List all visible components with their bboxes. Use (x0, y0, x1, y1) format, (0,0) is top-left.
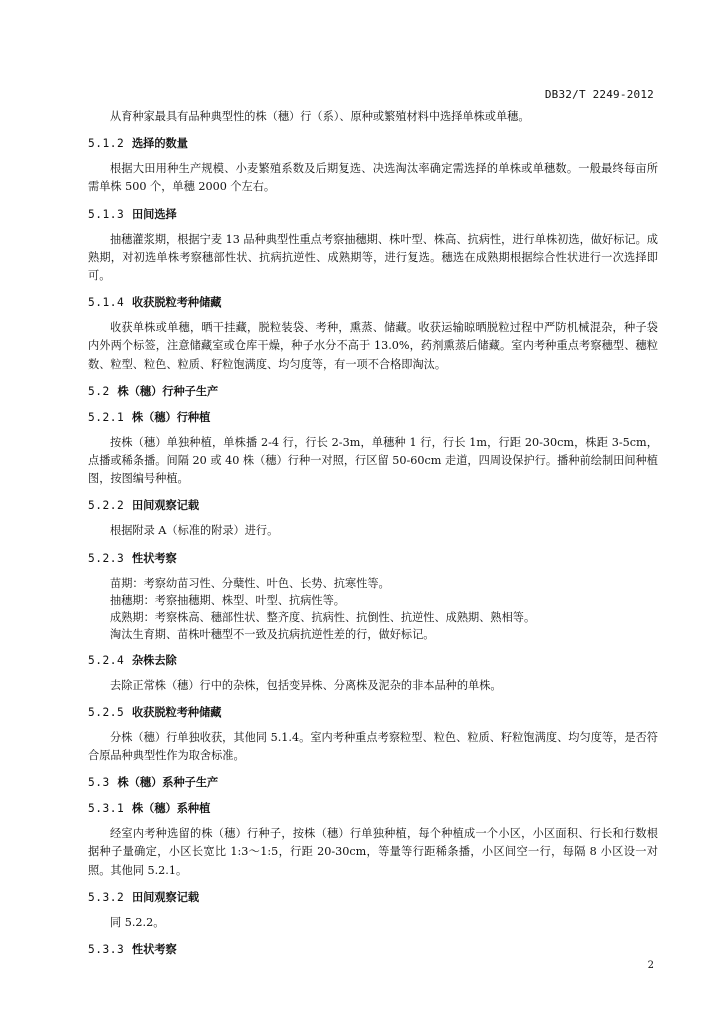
section-number: 5.3.2 (88, 890, 125, 904)
paragraph (88, 319, 658, 374)
list-item: 淘汰生育期、苗株叶穗型不一致及抗病抗逆性差的行，做好标记。 (110, 627, 435, 641)
section-heading (88, 775, 658, 791)
paragraph (88, 522, 658, 540)
section-heading (88, 295, 658, 311)
section-number: 5.3 (88, 776, 110, 790)
section-title: 株（穗）行种子生产 (117, 384, 219, 398)
section-number: 5.2.4 (88, 653, 125, 667)
section-number: 5.2.3 (88, 551, 125, 565)
section-number: 5.2.1 (88, 410, 125, 424)
paragraph-text: 经室内考种选留的株（穗）行种子，按株（穗）行单独种植，每个种植成一个小区，小区面积、行长和行数根据种子量确定，小区长宽比 1:3～1:5，行距 20-30cm，等量等行距稀条播，小区间空一行，每隔 8 小区设一对照。其他同 5.2.1。 (88, 827, 658, 877)
paragraph-text: 收获单株或单穗，晒干挂藏，脱粒装袋、考种，熏蒸、储藏。收获运输晾晒脱粒过程中严防机械混杂，种子袋内外两个标签，注意储藏室或仓库干燥，种子水分不高于 13.0%，药剂熏蒸后储藏。室内考种重点考察穗型、穗粒数、粒型、粒色、粒质、籽粒饱满度、均匀度等，有一项不合格即淘汰。 (88, 321, 658, 371)
section-heading (88, 136, 658, 152)
section-number: 5.3.3 (88, 943, 125, 957)
section-title: 选择的数量 (131, 137, 188, 151)
section-title: 收获脱粒考种储藏 (131, 705, 222, 719)
section-number: 5.1.2 (88, 137, 125, 151)
list-item: 抽穗期：考察抽穗期、株型、叶型、抗病性等。 (110, 593, 345, 607)
section-title: 杂株去除 (131, 653, 177, 667)
section-title: 株（穗）行种植 (131, 410, 211, 424)
paragraph-text: 同 5.2.2。 (110, 915, 165, 929)
section-title: 性状考察 (131, 551, 177, 565)
paragraph-text: 根据大田用种生产规模、小麦繁殖系数及后期复选、决选淘汰率确定需选择的单株或单穗数。一般最终每亩所需单株 500 个，单穗 2000 个左右。 (88, 162, 658, 194)
section-heading (88, 705, 658, 721)
section-number: 5.2.2 (88, 499, 125, 513)
list-item: 苗期：考察幼苗习性、分蘖性、叶色、长势、抗寒性等。 (110, 576, 390, 590)
paragraph-text: 去除正常株（穗）行中的杂株，包括变异株、分离株及泥杂的非本品种的单株。 (110, 678, 502, 692)
section-heading (88, 551, 658, 567)
section-title: 收获脱粒考种储藏 (131, 296, 222, 310)
section-heading (88, 942, 658, 958)
section-number: 5.1.3 (88, 207, 125, 221)
list-item: 成熟期：考察株高、穗部性状、整齐度、抗病性、抗倒性、抗逆性、成熟期、熟相等。 (110, 610, 536, 624)
paragraph (88, 825, 658, 880)
section-title: 株（穗）系种子生产 (117, 776, 219, 790)
paragraph (88, 677, 658, 695)
paragraph (88, 160, 658, 196)
section-heading (88, 653, 658, 669)
section-number: 5.3.1 (88, 802, 125, 816)
section-heading (88, 410, 658, 426)
section-number: 5.2 (88, 384, 110, 398)
paragraph (88, 434, 658, 489)
trait-list (88, 575, 658, 643)
paragraph (88, 914, 658, 932)
section-heading (88, 498, 658, 514)
standard-code: DB32/T 2249-2012 (544, 88, 654, 101)
section-heading (88, 384, 658, 400)
section-number: 5.2.5 (88, 705, 125, 719)
paragraph-text: 按株（穗）单独种植，单株播 2-4 行，行长 2-3m，单穗种 1 行，行长 1m，行距 20-30cm，株距 3-5cm，点播或稀条播。间隔 20 或 40 株（穗）行种一对照，行区留 50-60cm 走道，四周设保护行。播种前绘制田间种植图，按图编号种植。 (88, 435, 658, 486)
section-heading (88, 890, 658, 906)
paragraph-text: 从育种家最具有品种典型性的株（穗）行（系）、原种或繁殖材料中选择单株或单穗。 (110, 110, 530, 123)
paragraph (88, 108, 658, 126)
paragraph (88, 729, 658, 765)
page-number: 2 (647, 960, 654, 971)
section-title: 田间观察记载 (131, 499, 200, 513)
section-title: 田间观察记载 (131, 890, 200, 904)
section-title: 田间选择 (131, 207, 177, 221)
paragraph-text: 分株（穗）行单独收获，其他同 5.1.4。室内考种重点考察粒型、粒色、粒质、籽粒饱满度、均匀度等，是否符合原品种典型性作为取舍标准。 (88, 730, 658, 763)
paragraph (88, 231, 658, 286)
paragraph-text: 抽穗灌浆期，根据宁麦 13 品种典型性重点考察抽穗期、株叶型、株高、抗病性，进行单株初选，做好标记。成熟期，对初选单株考察穗部性状、抗病抗逆性、成熟期等，进行复选。穗选在成熟期根据综合性状进行一次选择即可。 (88, 232, 658, 283)
paragraph-text: 根据附录 A（标准的附录）进行。 (110, 524, 279, 538)
section-number: 5.1.4 (88, 296, 125, 310)
section-title: 株（穗）系种植 (131, 802, 211, 816)
section-title: 性状考察 (131, 943, 177, 957)
section-heading (88, 207, 658, 223)
page-content (88, 108, 658, 958)
section-heading (88, 801, 658, 817)
